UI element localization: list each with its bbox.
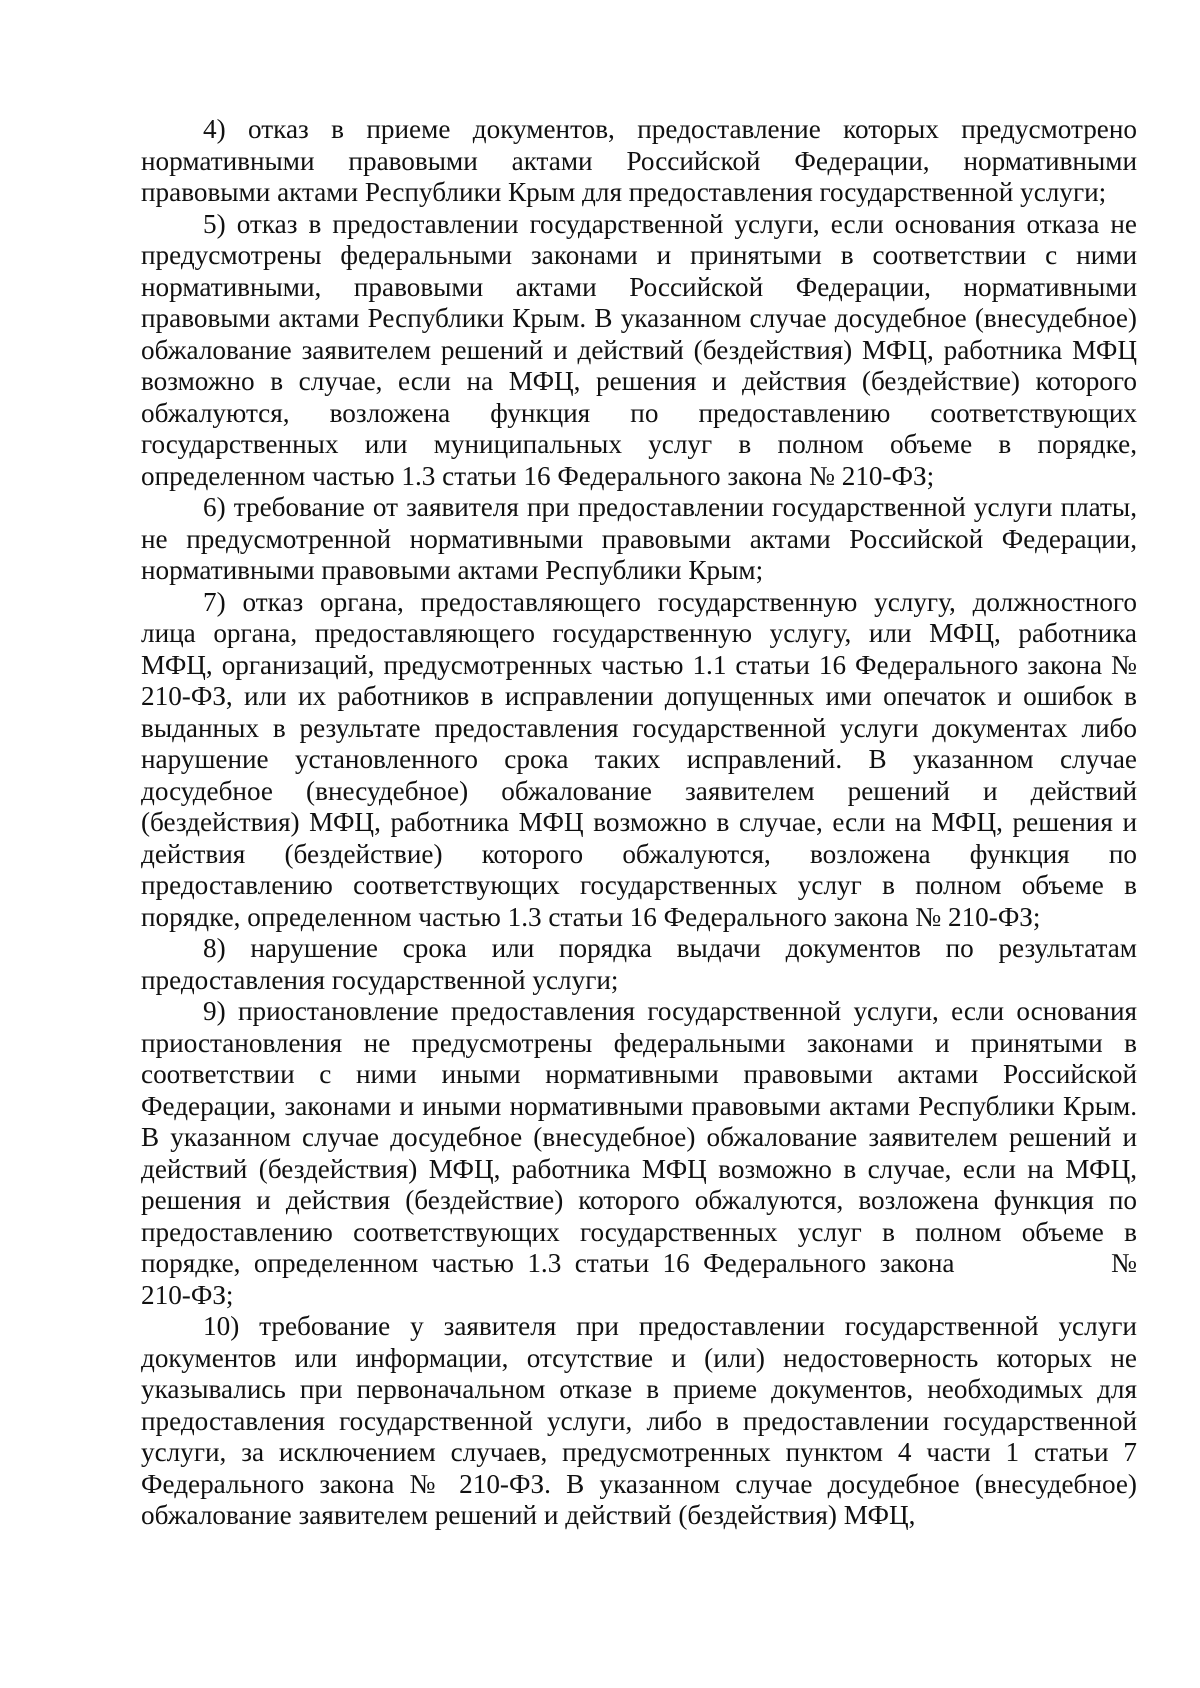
paragraph-text: 4) отказ в приеме документов, предоставление которых предусмотрено нормативными правовыми актами Российской Федерации, нормативными правовыми актами Республики Крым для предоставления государственной услуги; [141,114,1137,207]
paragraph-item-7 [141,587,1137,934]
paragraph-text: 8) нарушение срока или порядка выдачи документов по результатам предоставления государственной услуги; [141,933,1137,995]
paragraph-item-9 [141,996,1137,1311]
paragraph-item-5 [141,209,1137,493]
paragraph-text: 5) отказ в предоставлении государственной услуги, если основания отказа не предусмотрены федеральными законами и принятыми в соответствии с ними нормативными, правовыми актами Российской Федерации, нормативными правовыми актами Республики Крым. В указанном случае досудебное (внесудебное) обжалование заявителем решений и действий (бездействия) МФЦ, работника МФЦ возможно в случае, если на МФЦ, решения и действия (бездействие) которого обжалуются, возложена функция по предоставлению соответствующих государственных или муниципальных услуг в полном объеме в порядке, определенном частью 1.3 статьи 16 Федерального закона № 210-ФЗ; [141,208,1137,491]
paragraph-item-4 [141,114,1137,209]
document-page [141,114,1137,1532]
paragraph-text: 6) требование от заявителя при предоставлении государственной услуги платы, не предусмотренной нормативными правовыми актами Российской Федерации, нормативными правовыми актами Республики Крым; [141,492,1137,585]
paragraph-text: 7) отказ органа, предоставляющего государственную услугу, должностного лица органа, предоставляющего государственную услугу, или МФЦ, работника МФЦ, организаций, предусмотренных частью 1.1 статьи 16 Федерального закона № 210-ФЗ, или их работников в исправлении допущенных ими опечаток и ошибок в выданных в результате предоставления государственной услуги документах либо нарушение установленного срока таких исправлений. В указанном случае досудебное (внесудебное) обжалование заявителем решений и действий (бездействия) МФЦ, работника МФЦ возможно в случае, если на МФЦ, решения и действия (бездействие) которого обжалуются, возложена функция по предоставлению соответствующих государственных услуг в полном объеме в порядке, определенном частью 1.3 статьи 16 Федерального закона № 210-ФЗ; [141,586,1137,932]
paragraph-item-6 [141,492,1137,587]
paragraph-text: 10) требование у заявителя при предоставлении государственной услуги документов или информации, отсутствие и (или) недостоверность которых не указывались при первоначальном отказе в приеме документов, необходимых для предоставления государственной услуги, либо в предоставлении государственной услуги, за исключением случаев, предусмотренных пунктом 4 части 1 статьи 7 Федерального закона № 210-ФЗ. В указанном случае досудебное (внесудебное) обжалование заявителем решений и действий (бездействия) МФЦ, [141,1311,1137,1530]
law-number-text: № 210-ФЗ; [141,1248,1137,1310]
paragraph-item-10 [141,1311,1137,1532]
paragraph-text: 9) приостановление предоставления государственной услуги, если основания приостановления не предусмотрены федеральными законами и принятыми в соответствии с ними иными нормативными правовыми актами Российской Федерации, законами и иными нормативными правовыми актами Республики Крым. В указанном случае досудебное (внесудебное) обжалование заявителем решений и действий (бездействия) МФЦ, работника МФЦ возможно в случае, если на МФЦ, решения и действия (бездействие) которого обжалуются, возложена функция по предоставлению соответствующих государственных услуг в полном объеме в порядке, определенном частью 1.3 статьи 16 Федерального закона [141,996,1137,1278]
paragraph-item-8 [141,933,1137,996]
